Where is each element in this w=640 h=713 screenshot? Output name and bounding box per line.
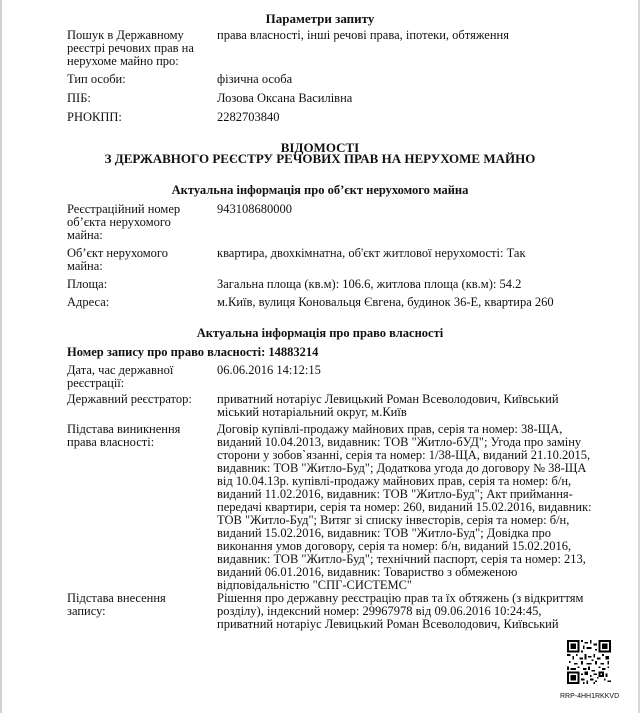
basis-value: Договір купівлі-продажу майнових прав, серія та номер: 38-ЩА, виданий 10.04.2013, видавник: ТОВ "Житло-бУД"; Угода про заміну сторони у зобов`язанні, серія та номер: 1/38-ЩА, виданий 21.10.2015, видавник: ТОВ "Житло-Буд"; Додаткова угода до договору № 38-ЩА від 10.04.13р. купівлі-продажу майнових прав, серія та номер: б/н, виданий 11.02.2016, видавник: ТОВ "Житло-Буд"; Акт приймання-передачі квартири, серія та номер: 260, виданий 15.02.2016, видавник: ТОВ "Житло-Буд"; Витяг зі списку інвесторів, серія та номер: б/н, виданий 15.02.2016, видавник: ТОВ "Житло-Буд"; Довідка про виконання умов договору, серія та номер: б/н, виданий 15.02.2016, видавник: ТОВ "Житло-Буд"; технічний паспорт, серія та номер: 213, виданий 06.01.2016, видавник: Товариство з обмеженою відповідальністю "СПГ-СИСТЕМС" xyxy=(217,422,592,592)
person-type-value: фізична особа xyxy=(217,72,293,86)
name-label: ПІБ: xyxy=(67,91,91,105)
object-value: квартира, двохкімнатна, об'єкт житлової нерухомості: Так xyxy=(217,246,526,260)
date-label: Дата, час державної реєстрації: xyxy=(67,363,174,390)
registrar-label: Державний реєстратор: xyxy=(67,392,192,406)
date-value: 06.06.2016 14:12:15 xyxy=(217,363,321,377)
document-title-line2: З ДЕРЖАВНОГО РЕЄСТРУ РЕЧОВИХ ПРАВ НА НЕРУХОМЕ МАЙНО xyxy=(104,151,536,166)
address-value: м.Київ, вулиця Коновальця Євгена, будинок 36-Е, квартира 260 xyxy=(217,295,554,309)
qr-code-icon xyxy=(567,640,611,684)
area-value: Загальна площа (кв.м): 106.6, житлова площа (кв.м): 54.2 xyxy=(217,277,522,291)
search-value: права власності, інші речові права, іпотеки, обтяження xyxy=(217,28,509,42)
search-label: Пошук в Державному реєстрі речових прав на нерухоме майно про: xyxy=(67,28,194,68)
reg-num-value: 943108680000 xyxy=(217,202,292,216)
reg-num-label: Реєстраційний номер об’єкта нерухомого майна: xyxy=(67,202,181,242)
object-label: Об’єкт нерухомого майна: xyxy=(67,246,168,273)
rnokpp-label: РНОКПП: xyxy=(67,110,122,124)
area-label: Площа: xyxy=(67,277,108,291)
page-edge-left xyxy=(0,0,2,713)
query-title: Параметри запиту xyxy=(265,11,375,26)
entry-basis-label: Підстава внесення запису: xyxy=(67,591,166,618)
document-title-line1: ВІДОМОСТІ xyxy=(280,140,360,155)
name-value: Лозова Оксана Василівна xyxy=(217,91,353,105)
entry-basis-value: Рішення про державну реєстрацію прав та їх обтяжень (з відкриттям розділу), індексний номер: 29967978 від 09.06.2016 10:24:45, приватний нотаріус Левицький Роман Всеволодович, Київський xyxy=(217,591,584,631)
ownership-section-title: Актуальна інформація про право власності xyxy=(196,326,444,340)
rnokpp-value: 2282703840 xyxy=(217,110,280,124)
registrar-value: приватний нотаріус Левицький Роман Всеволодович, Київський міський нотаріальний округ, м.Київ xyxy=(217,392,559,419)
address-label: Адреса: xyxy=(67,295,110,309)
record-number: Номер запису про право власності: 14883214 xyxy=(67,345,319,359)
qr-caption: RRP-4HH1RKKVD xyxy=(560,693,620,700)
basis-label: Підстава виникнення права власності: xyxy=(67,422,181,449)
person-type-label: Тип особи: xyxy=(67,72,126,86)
object-section-title: Актуальна інформація про об’єкт нерухомого майна xyxy=(171,183,469,197)
